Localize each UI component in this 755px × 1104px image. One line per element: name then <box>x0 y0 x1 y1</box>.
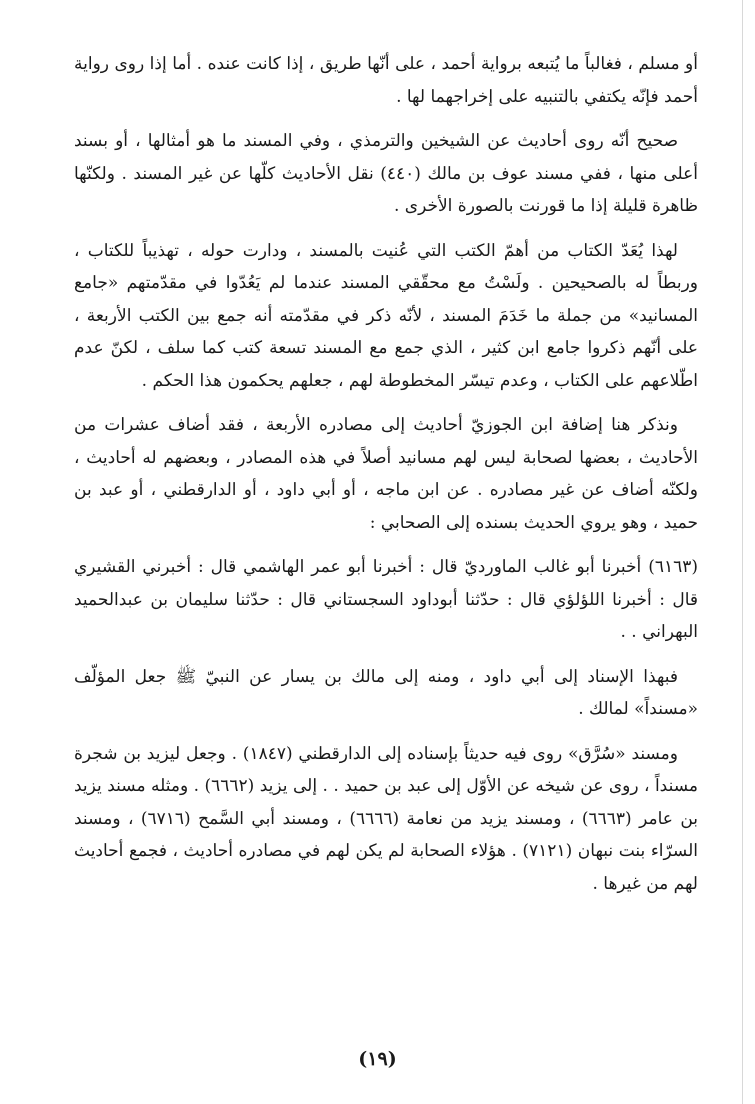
body-text <box>74 48 698 912</box>
paragraph-4: ونذكر هنا إضافة ابن الجوزيّ أحاديث إلى مصادره الأربعة ، فقد أضاف عشرات من الأحاديث ، بعضها لصحابة ليس لهم مسانيد أصلاً في هذه المصادر ، وبعضهم له أحاديث ، ولكنّه أضاف عن غير مصادره . عن ابن ماجه ، أو أبي داود ، أو الدارقطني ، أو عبد بن حميد ، وهو يروي الحديث بسنده إلى الصحابي : <box>74 415 698 533</box>
page-number: (١٩) <box>358 1048 397 1070</box>
paragraph-3: لهذا يُعَدّ الكتاب من أهمّ الكتب التي عُنيت بالمسند ، ودارت حوله ، تهذيباً للكتاب ، وربطاً له بالصحيحين . ولَسْتُ مع محقّقي المسند عندما لم يَعُدّوا في مقدّمتهم «جامع المسانيد» من جملة ما خَدَمَ المسند ، لأنّه ذكر في مقدّمته أنه جمع بين الكتب الأربعة ، على أنّهم ذكروا جامع ابن كثير ، الذي جمع مع المسند تسعة كتب كما سلف ، لكنّ عدم اطّلاعهم على الكتاب ، وعدم تيسّر المخطوطة لهم ، جعلهم يحكمون هذا الحكم . <box>74 240 698 391</box>
paragraph-1: أو مسلم ، فغالباً ما يُتبعه برواية أحمد ، على أنّها طريق ، إذا كانت عنده . أما إذا روى رواية أحمد فإنّه يكتفي بالتنبيه على إخراجهما لها . <box>74 54 698 107</box>
paragraph-6: فبهذا الإسناد إلى أبي داود ، ومنه إلى مالك بن يسار عن النبيّ ﷺ جعل المؤلّف «مسنداً» لمالك . <box>74 666 698 719</box>
paragraph-7: ومسند «سُرَّق» روى فيه حديثاً بإسناده إلى الدارقطني (١٨٤٧) . وجعل ليزيد بن شجرة مسنداً ، روى عن شيخه عن الأوّل إلى عبد بن حميد . . إلى يزيد (٦٦٦٢) . ومثله مسند يزيد بن عامر (٦٦٦٣) ، ومسند يزيد من نعامة (٦٦٦٦) ، ومسند أبي السَّمح (٦٧١٦) ، ومسند السرّاء بنت نبهان (٧١٢١) . هؤلاء الصحابة لم يكن لهم في مصادره أحاديث ، فجمع أحاديث لهم من غيرها . <box>74 743 698 894</box>
paragraph-2: صحيح أنّه روى أحاديث عن الشيخين والترمذي ، وفي المسند ما هو أمثالها ، أو بسند أعلى منها ، ففي مسند عوف بن مالك (٤٤٠) نقل الأحاديث كلّها عن غير المسند . ولكنّها ظاهرة قليلة إذا ما قورنت بالصورة الأخرى . <box>74 131 699 216</box>
page-edge-line <box>742 0 743 1104</box>
paragraph-5-hadith-chain: (٦١٦٣) أخبرنا أبو غالب الماورديّ قال : أخبرنا أبو عمر الهاشمي قال : أخبرني القشيري قال : أخبرنا اللؤلؤي قال : حدّثنا أبوداود السجستاني قال : حدّثنا سليمان بن عبدالحميد البهراني . . <box>74 557 698 642</box>
